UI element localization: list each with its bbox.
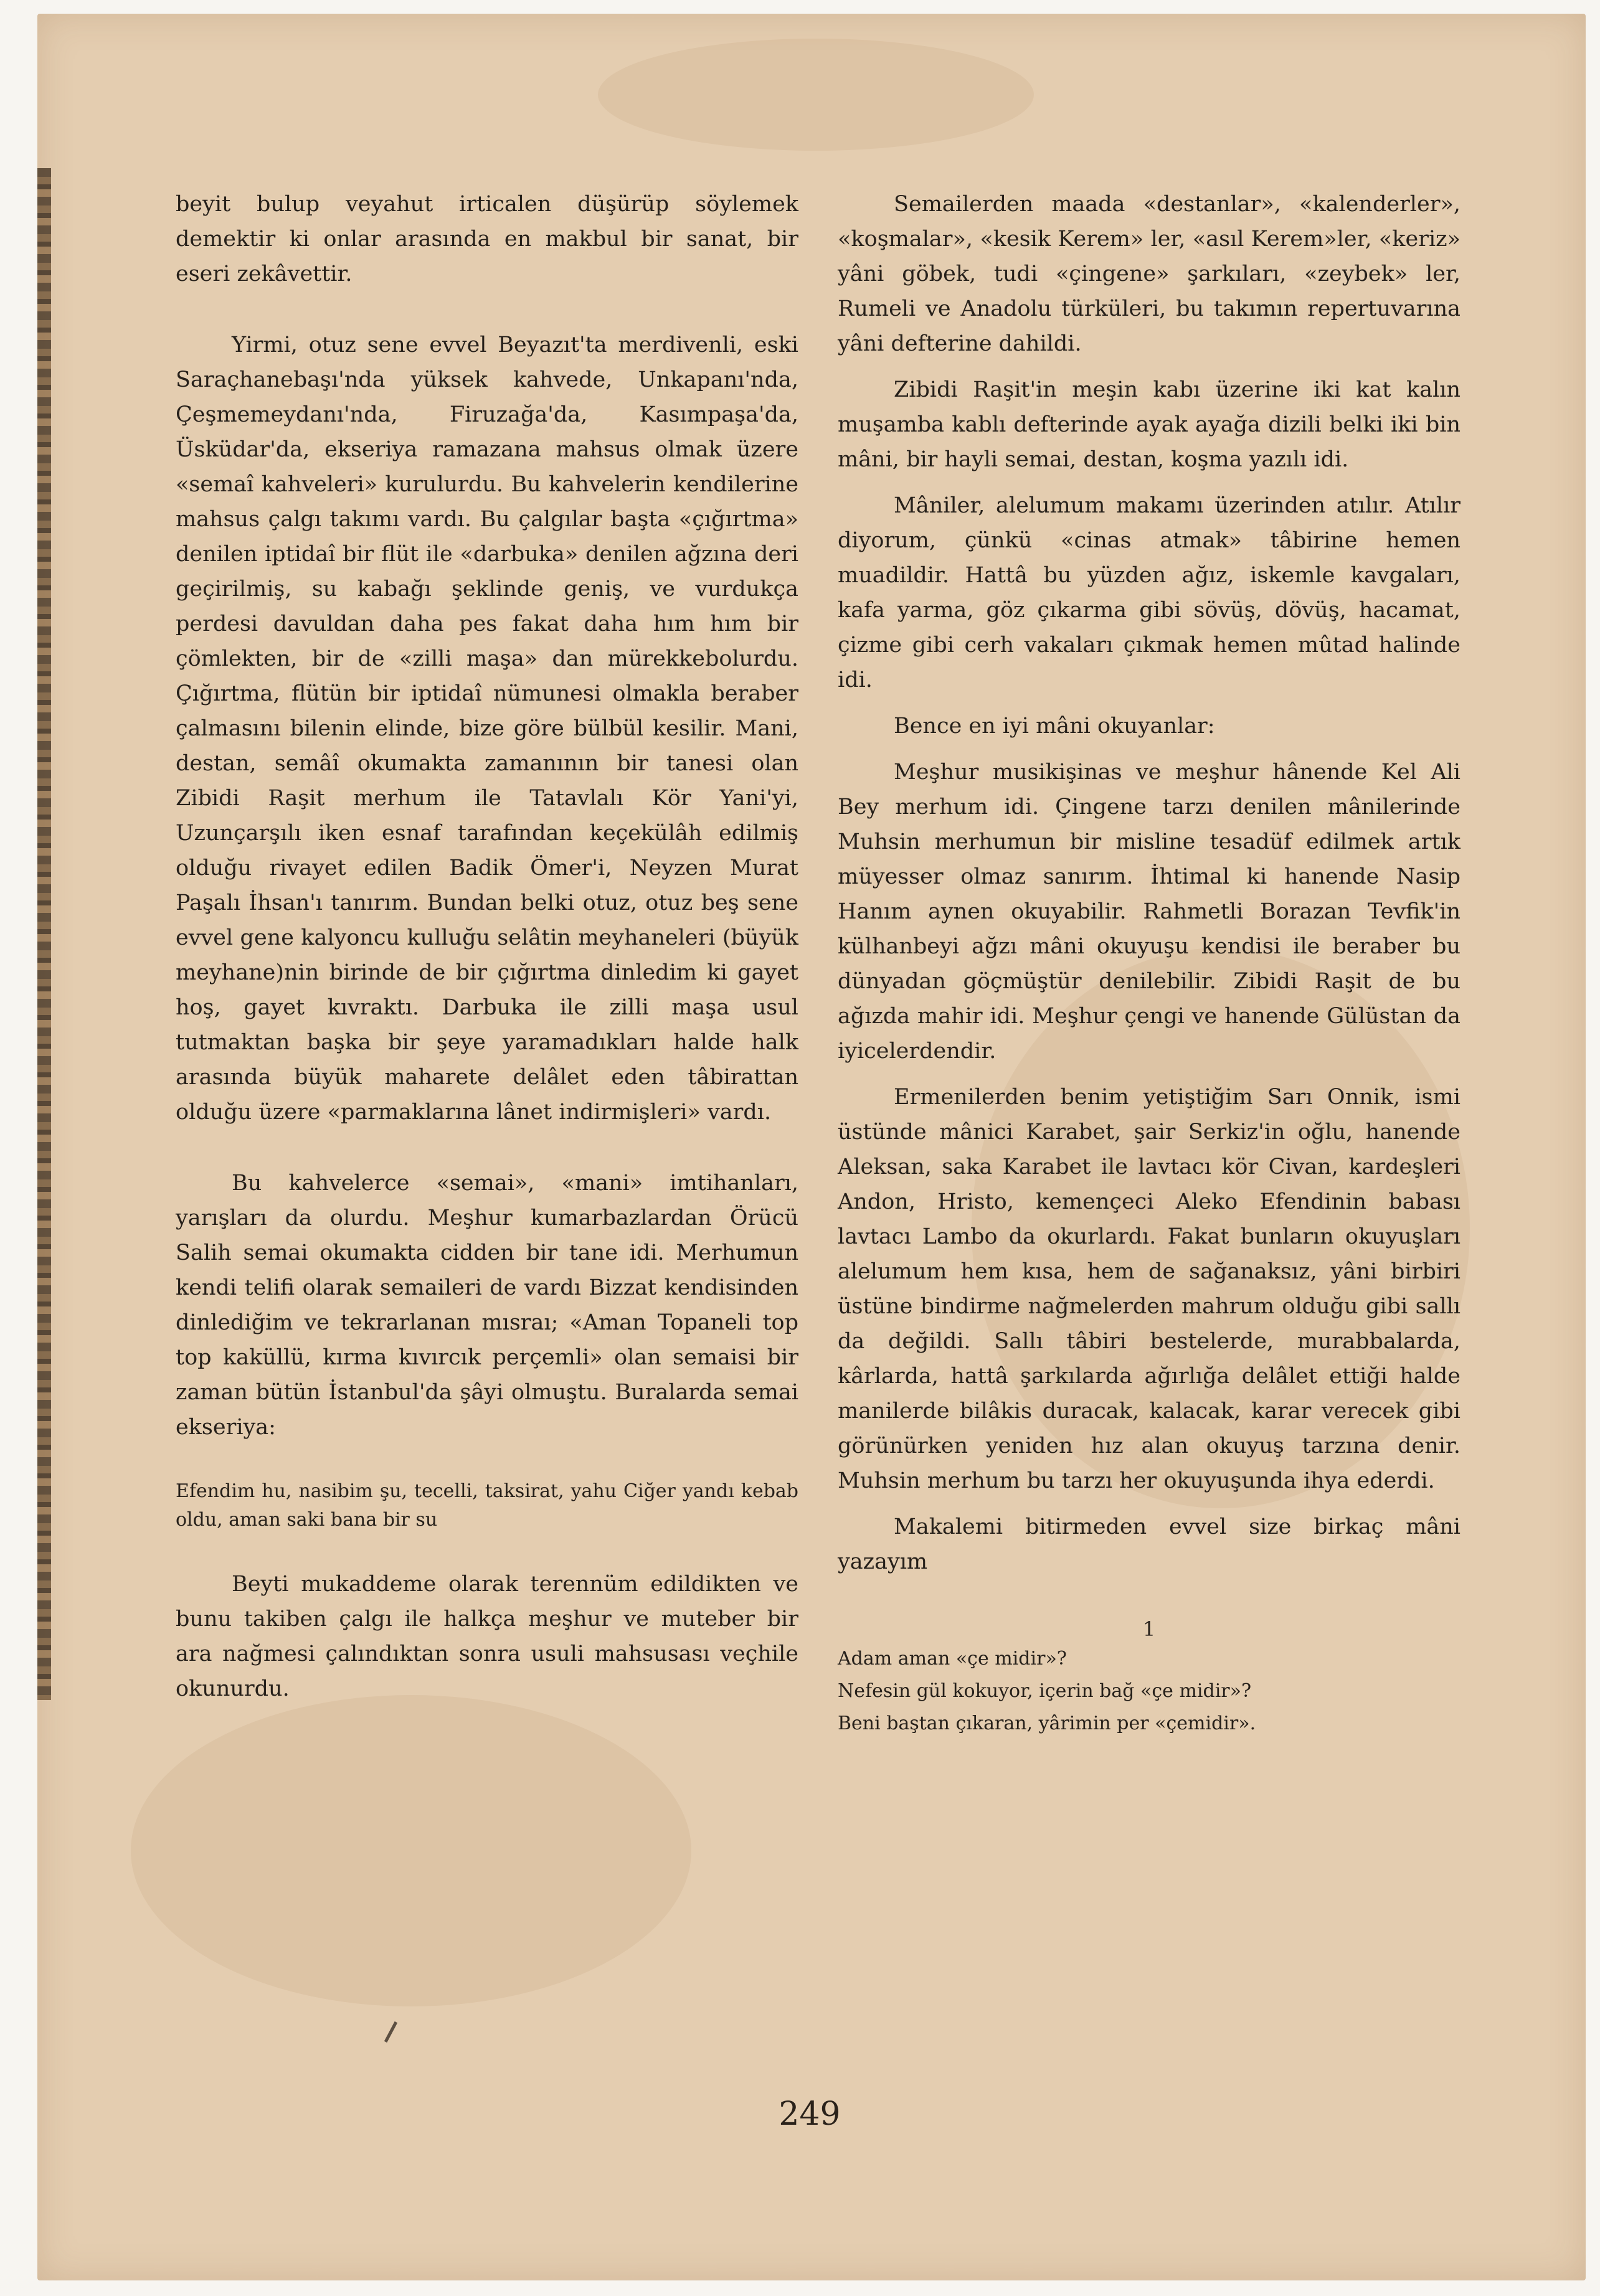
paragraph: beyit bulup veyahut irticalen düşürüp söylemek demektir ki onlar arasında en makbul bir sanat, bir eseri zekâvettir. bbox=[176, 192, 798, 286]
paragraph: Ermenilerden benim yetiştiğim Sarı Onnik, ismi üstünde mânici Karabet, şair Serkiz'in oğlu, hanende Aleksan, saka Karabet ile lavtacı kör Civan, kardeşleri Andon, Hristo, kemençeci Aleko Efendinin babası lavtacı Lambo da okurlardı. Fakat bunların okuyuşları alelumum hem kısa, hem de sağanaksız, yâni birbiri üstüne bindirme nağmelerden mahrum olduğu gibi sallı da değildi. Sallı tâbiri bestelerde, murabbalarda, kârlarda, hattâ şarkılarda ağırlığa delâlet ettiği halde manilerde bilâkis duracak, kalacak, karar verecek gibi görünürken yeniden hız alan okuyuş tarzına denir. Muhsin merhum bu tarzı her okuyuşunda ihya ederdi. bbox=[838, 1085, 1460, 1493]
verse-line: Adam aman «çe midir»? bbox=[838, 1648, 1067, 1670]
verse-line: Beni baştan çıkaran, yârimin per «çemidir». bbox=[838, 1713, 1256, 1734]
right-column bbox=[838, 187, 1460, 1740]
verse-line: Nefesin gül kokuyor, içerin bağ «çe midir»? bbox=[838, 1680, 1252, 1702]
paragraph: Bence en iyi mâni okuyanlar: bbox=[894, 714, 1215, 739]
paragraph: Yirmi, otuz sene evvel Beyazıt'ta merdivenli, eski Saraçhanebaşı'nda yüksek kahvede, Unkapanı'nda, Çeşmemeydanı'nda, Firuzağa'da, Kasımpaşa'da, Üsküdar'da, ekseriya ramazana mahsus olmak üzere «semaî kahveleri» kurulurdu. Bu kahvelerin kendilerine mahsus çalgı takımı vardı. Bu çalgılar başta «çığırtma» denilen iptidaî bir flüt ile «darbuka» denilen ağzına deri geçirilmiş, su kabağı şeklinde geniş, ve vurdukça perdesi davuldan daha pes fakat daha hım hım bir çömlekten, bir de «zilli maşa» dan mürekkebolurdu. Çığırtma, flütün bir iptidaî nümunesi olmakla beraber çalmasını bilenin elinde, bize göre bülbül kesilir. Mani, destan, semâî okumakta zamanının bir tanesi olan Zibidi Raşit merhum ile Tatavlalı Kör Yani'yi, Uzunçarşılı iken esnaf tarafından keçekülâh edilmiş olduğu rivayet edilen Badik Ömer'i, Neyzen Murat Paşalı İhsan'ı tanırım. Bundan belki otuz, otuz beş sene evvel gene kalyoncu kulluğu selâtin meyhaneleri (büyük meyhane)nin birinde de bir çığırtma dinledim ki gayet hoş, gayet kıvraktı. Darbuka ile zilli maşa usul tutmaktan başka bir şeye yaramadıkları halde halk arasında büyük maharete delâlet eden tâbirattan olduğu üzere «parmaklarına lânet indirmişleri» vardı. bbox=[176, 333, 798, 1125]
paragraph: Meşhur musikişinas ve meşhur hânende Kel Ali Bey merhum idi. Çingene tarzı denilen mânilerinde Muhsin merhumun bir misline tesadüf edilmek artık müyesser olmaz sanırım. İhtimal ki hanende Nasip Hanım aynen okuyabilir. Rahmetli Borazan Tevfik'in külhanbeyi ağzı mâni okuyuşu kendisi ile beraber bu dünyadan göçmüştür denilebilir. Zibidi Raşit de bu ağızda mahir idi. Meşhur çengi ve hanende Gülüstan da iyicelerdendir. bbox=[838, 760, 1460, 1064]
paragraph: Mâniler, alelumum makamı üzerinden atılır. Atılır diyorum, çünkü «cinas atmak» tâbirine hemen muadildir. Hattâ bu yüzden ağız, iskemle kavgaları, kafa yarma, göz çıkarma gibi sövüş, dövüş, hacamat, çizme gibi cerh vakaları çıkmak hemen mûtad halinde idi. bbox=[838, 493, 1460, 692]
left-column bbox=[176, 187, 798, 1717]
torn-binding-edge bbox=[37, 168, 51, 1700]
paragraph: Semailerden maada «destanlar», «kalenderler», «koşmalar», «kesik Kerem» ler, «asıl Kerem»ler, «keriz» yâni göbek, tudi «çingene» şarkıları, «zeybek» ler, Rumeli ve Anadolu türküleri, bu takımın repertuvarına yâni defterine dahildi. bbox=[838, 192, 1460, 356]
verse-number: 1 bbox=[1142, 1617, 1156, 1641]
paragraph: Zibidi Raşit'in meşin kabı üzerine iki kat kalın muşamba kablı defterinde ayak ayağa dizili belki iki bin mâni, bir hayli semai, destan, koşma yazılı idi. bbox=[838, 377, 1460, 472]
paragraph: Bu kahvelerce «semai», «mani» imtihanları, yarışları da olurdu. Meşhur kumarbazlardan Örücü Salih semai okumakta cidden bir tane idi. Merhumun kendi telifi olarak semaileri de vardı Bizzat kendisinden dinlediğim ve tekrarlanan mısraı; «Aman Topaneli top top kaküllü, kırma kıvırcık perçemli» olan semaisi bir zaman bütün İstanbul'da şâyi olmuştu. Buralarda semai ekseriya: bbox=[176, 1171, 798, 1440]
page-number: 249 bbox=[779, 2095, 841, 2133]
paragraph: Makalemi bitirmeden evvel size birkaç mâni yazayım bbox=[838, 1514, 1460, 1574]
paper-stain bbox=[598, 39, 1034, 151]
quoted-verse: Efendim hu, nasibim şu, tecelli, taksirat, yahu Ciğer yandı kebab oldu, aman saki bana bir su bbox=[176, 1480, 798, 1531]
paper-stain bbox=[131, 1695, 691, 2006]
paragraph: Beyti mukaddeme olarak terennüm edildikten ve bunu takiben çalgı ile halkça meşhur ve muteber bir ara nağmesi çalındıktan sonra usuli mahsusası veçhile okunurdu. bbox=[176, 1572, 798, 1701]
